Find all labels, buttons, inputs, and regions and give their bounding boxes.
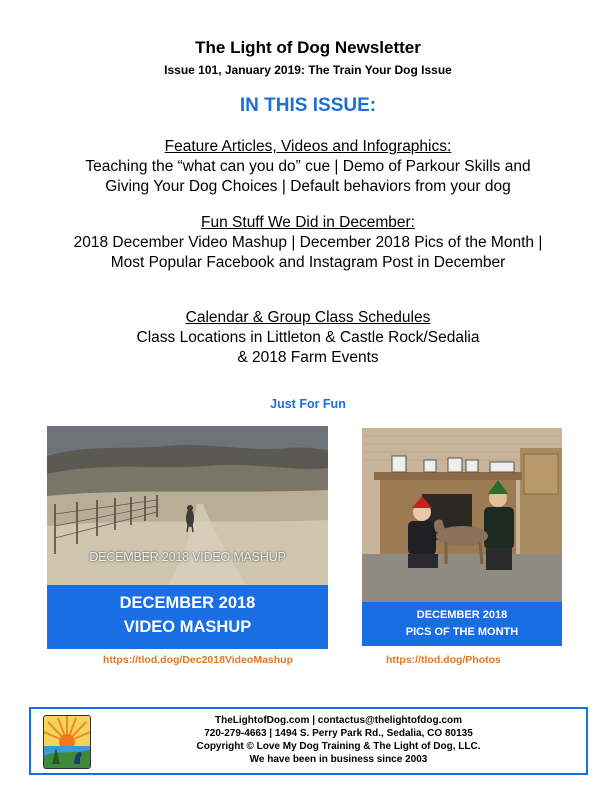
video-overlay-text: DECEMBER 2018 VIDEO MASHUP <box>89 550 286 564</box>
features-section <box>0 137 616 197</box>
video-mashup-thumbnail[interactable] <box>47 426 328 586</box>
fun-stuff-heading[interactable]: Fun Stuff We Did in December: <box>201 214 415 231</box>
calendar-section <box>0 308 616 368</box>
footer-contact-info <box>91 714 586 766</box>
photo-banner-line-2: PICS OF THE MONTH <box>405 626 519 638</box>
video-banner-line-1: DECEMBER 2018 <box>119 594 256 612</box>
photo-banner-line-1: DECEMBER 2018 <box>416 609 508 621</box>
features-heading[interactable]: Feature Articles, Videos and Infographics: <box>164 138 452 155</box>
footer-phone-address: 720-279-4663 | 1494 S. Perry Park Rd., Sedalia, CO 80135 <box>204 728 473 739</box>
video-mashup-link[interactable]: https://tlod.dog/Dec2018VideoMashup <box>103 654 293 666</box>
video-mashup-card[interactable] <box>47 426 328 649</box>
just-for-fun-heading: Just For Fun <box>270 397 346 411</box>
pics-of-month-banner[interactable] <box>362 602 562 646</box>
features-line-2: Giving Your Dog Choices | Default behaviors from your dog <box>105 178 511 195</box>
pics-of-month-photo[interactable] <box>362 428 562 602</box>
footer-box <box>29 707 588 775</box>
calendar-line-1: Class Locations in Littleton & Castle Rock/Sedalia <box>136 329 480 346</box>
features-line-1: Teaching the “what can you do” cue | Demo of Parkour Skills and <box>85 158 531 175</box>
footer-since: We have been in business since 2003 <box>249 754 428 765</box>
light-of-dog-logo-icon <box>43 715 91 769</box>
calendar-heading[interactable]: Calendar & Group Class Schedules <box>185 309 431 326</box>
photos-link[interactable]: https://tlod.dog/Photos <box>386 654 501 666</box>
newsletter-title: The Light of Dog Newsletter <box>195 38 421 57</box>
fun-stuff-line-1: 2018 December Video Mashup | December 2018 Pics of the Month | <box>73 234 543 251</box>
pics-of-month-card[interactable] <box>362 428 562 646</box>
footer-copyright: Copyright © Love My Dog Training & The Light of Dog, LLC. <box>196 741 481 752</box>
fun-stuff-section <box>0 213 616 273</box>
calendar-line-2: & 2018 Farm Events <box>237 349 379 366</box>
video-banner-line-2: VIDEO MASHUP <box>123 618 252 636</box>
issue-subtitle: Issue 101, January 2019: The Train Your Dog Issue <box>164 63 452 77</box>
in-this-issue-heading: IN THIS ISSUE: <box>239 95 377 116</box>
video-mashup-banner[interactable] <box>47 585 328 649</box>
fun-stuff-line-2: Most Popular Facebook and Instagram Post in December <box>110 254 506 271</box>
footer-website-email[interactable]: TheLightofDog.com | contactus@thelightofdog.com <box>215 715 462 726</box>
